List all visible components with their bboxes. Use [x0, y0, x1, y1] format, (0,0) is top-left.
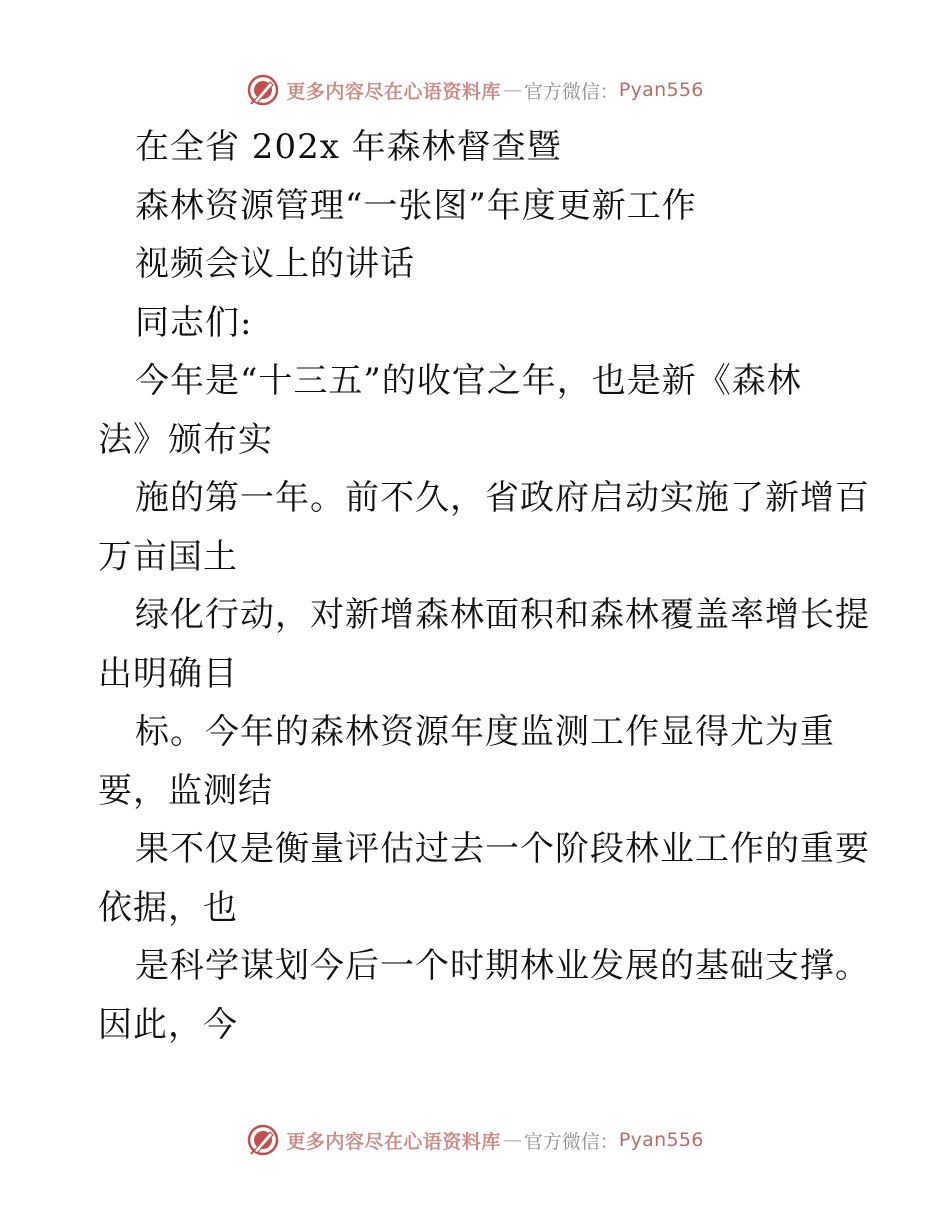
paragraph-line: 绿化行动，对新增森林面积和森林覆盖率增长提 — [135, 595, 870, 635]
watermark-header — [0, 70, 950, 110]
paragraph-line: 法》颁布实 — [98, 419, 273, 460]
watermark-wechat-label: 官方微信： — [523, 1130, 619, 1153]
watermark-wechat-id: Pyan556 — [618, 79, 704, 101]
paragraph-line: 因此，今 — [98, 1004, 238, 1045]
watermark-wechat-label: 官方微信： — [523, 80, 619, 103]
salutation: 同志们: — [135, 302, 253, 343]
pen-seal-logo-icon — [246, 1123, 280, 1157]
paragraph-line: 今年是“十三五”的收官之年，也是新《森林 — [135, 361, 802, 401]
pen-seal-logo-icon — [246, 73, 280, 107]
watermark-label: 更多内容尽在心语资料库 — [286, 1130, 501, 1153]
paragraph-line: 标。今年的森林资源年度监测工作显得尤为重 — [135, 712, 835, 752]
paragraph-line: 施的第一年。前不久，省政府启动实施了新增百 — [135, 478, 870, 518]
watermark-separator: — — [502, 1129, 522, 1151]
watermark-footer — [0, 1120, 950, 1160]
paragraph-line: 依据，也 — [98, 887, 238, 928]
paragraph-line: 万亩国土 — [98, 536, 238, 577]
paragraph-line: 果不仅是衡量评估过去一个阶段林业工作的重要 — [135, 829, 870, 869]
title-line-3: 视频会议上的讲话 — [135, 244, 415, 284]
document-body — [98, 118, 870, 1054]
speech-paragraph — [98, 352, 870, 1054]
paragraph-line: 是科学谋划今后一个时期林业发展的基础支撑。 — [135, 946, 870, 986]
title-line-2: 森林资源管理“一张图”年度更新工作 — [135, 185, 697, 226]
paragraph-line: 出明确目 — [98, 653, 238, 694]
paragraph-line: 要，监测结 — [98, 770, 273, 811]
watermark-wechat-id: Pyan556 — [618, 1129, 704, 1151]
watermark-label: 更多内容尽在心语资料库 — [286, 80, 501, 103]
title-line-1: 在全省 202x 年森林督查暨 — [135, 127, 562, 167]
watermark-separator: — — [502, 79, 522, 101]
